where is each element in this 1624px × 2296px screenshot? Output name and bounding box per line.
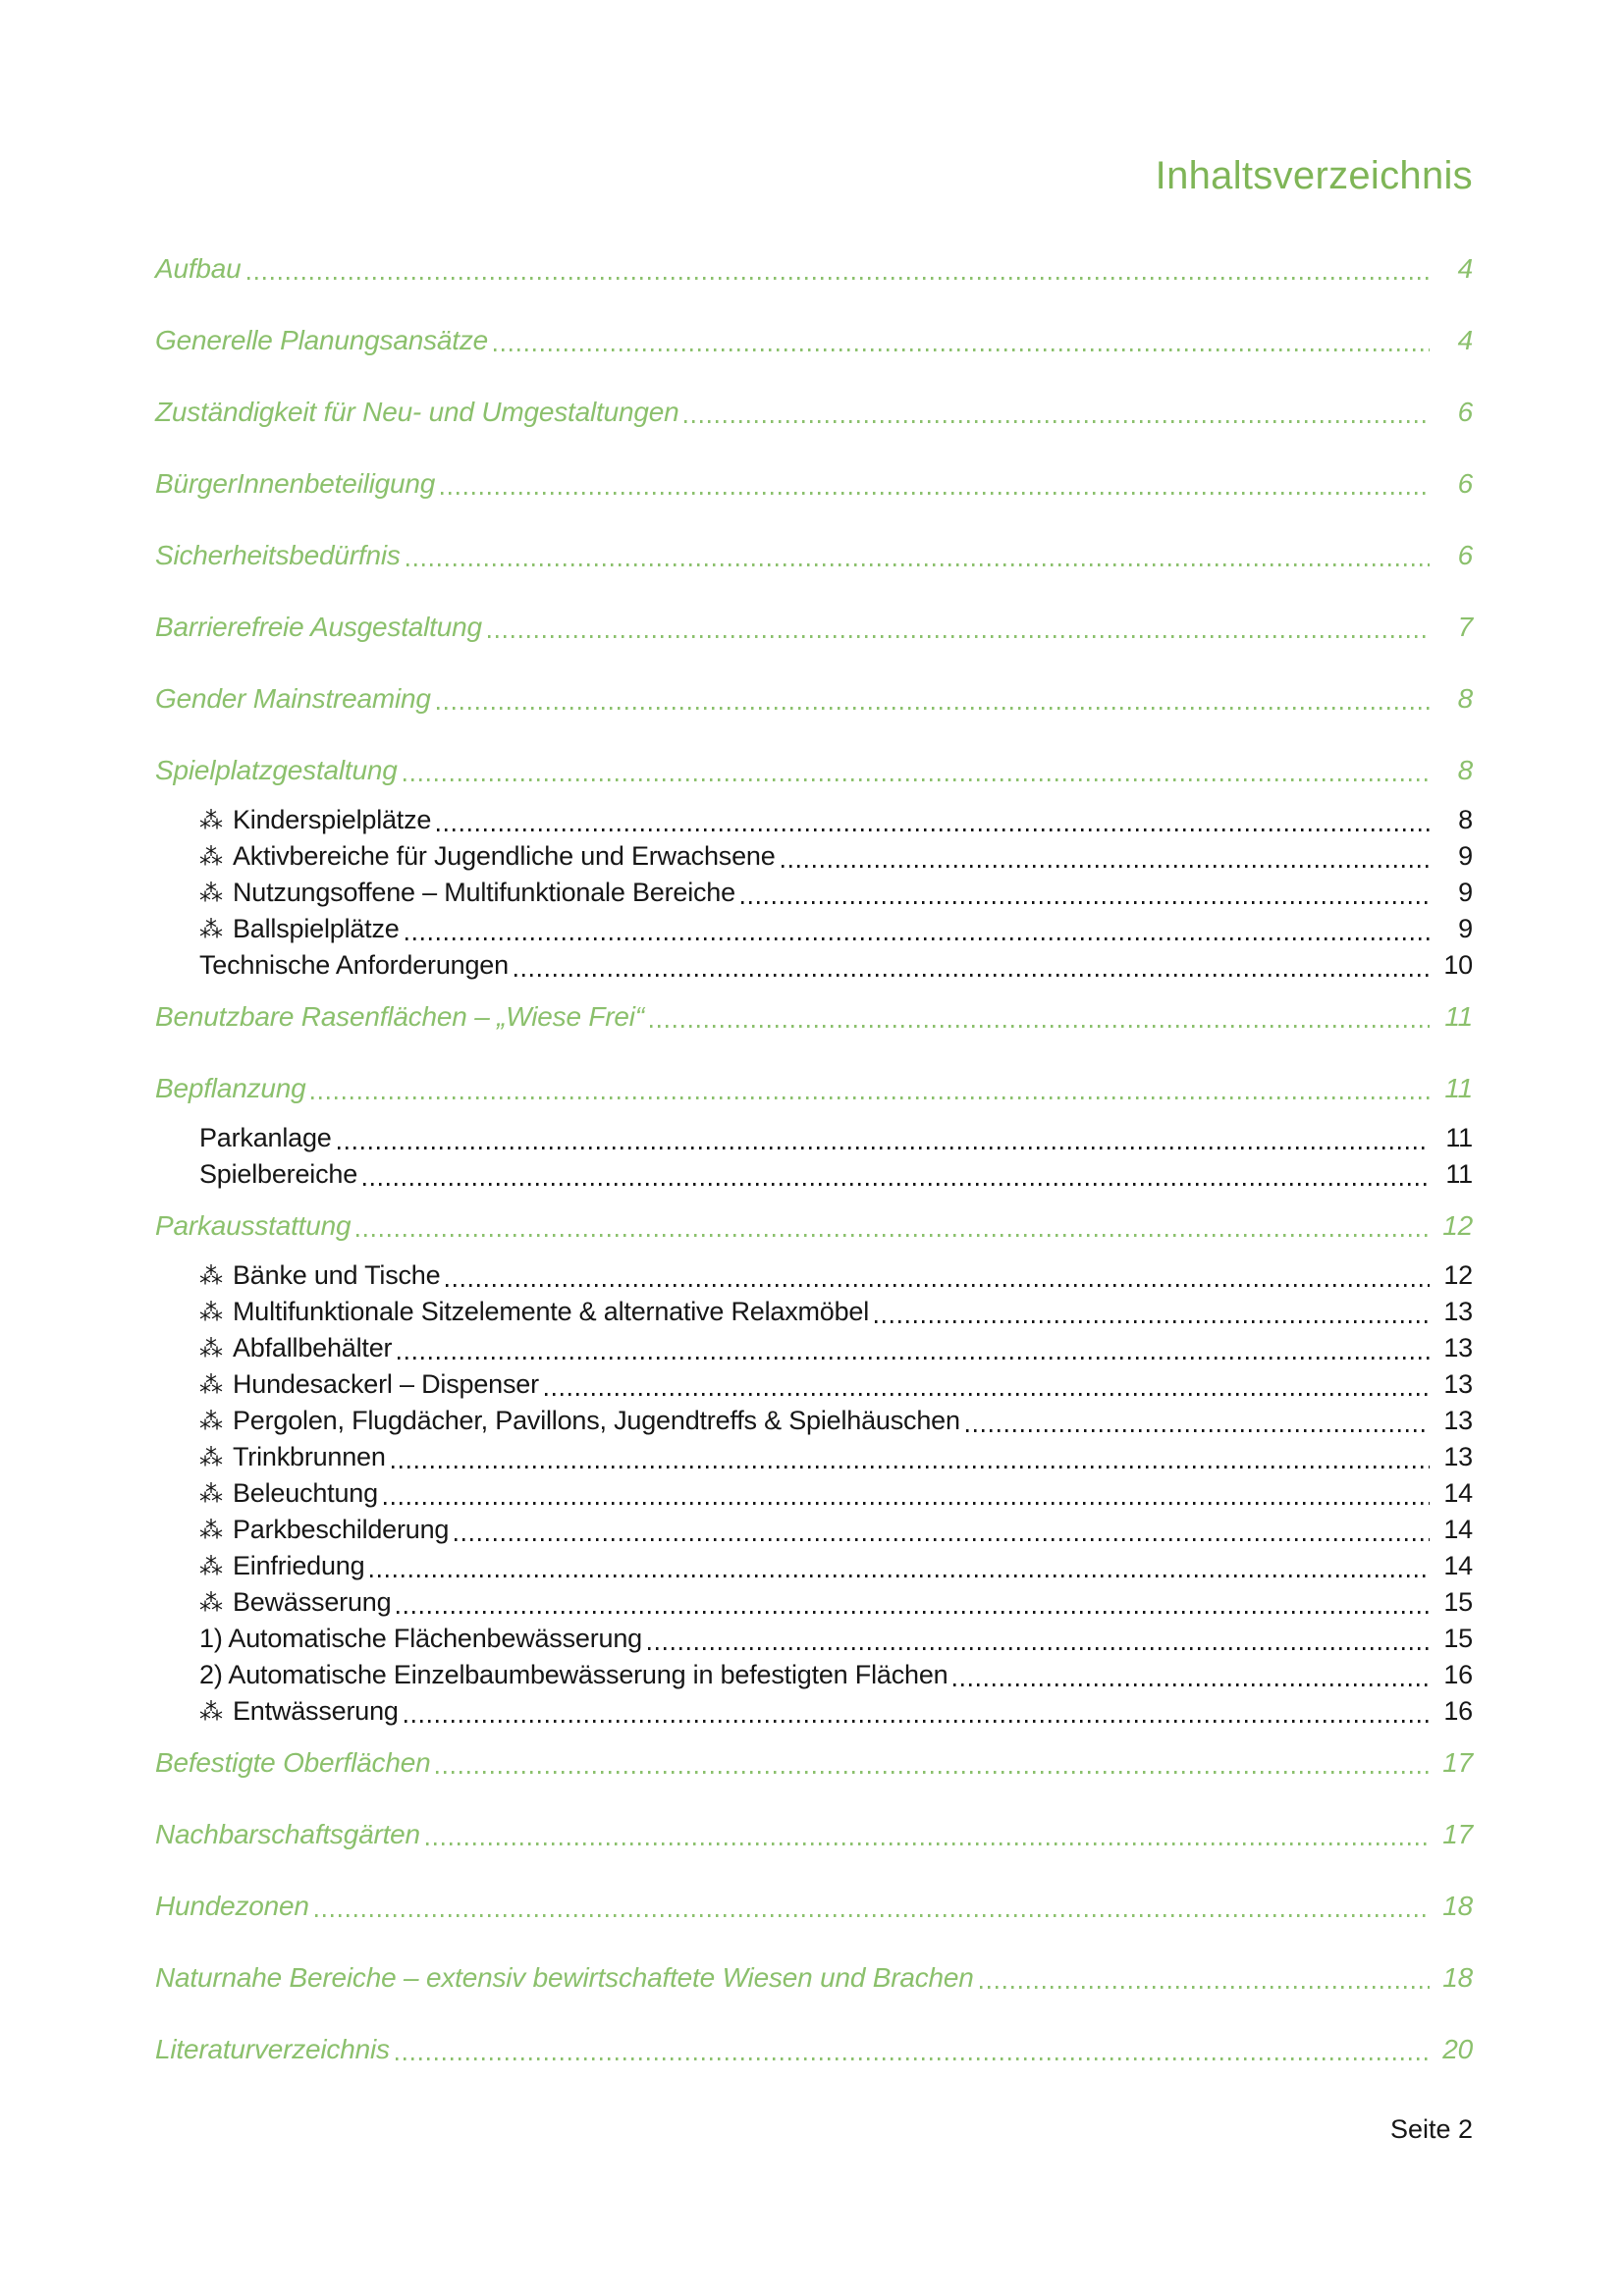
toc-entry[interactable] [155,1403,1473,1439]
toc-entry[interactable] [155,250,1473,287]
toc-entry-label: Naturnahe Bereiche – extensiv bewirtschaftete Wiesen und Brachen [155,1962,974,1993]
asterism-bullet-icon: ⁂ [199,1480,223,1508]
toc-entry-label: Bänke und Tische [233,1260,441,1290]
toc-entry[interactable] [155,1070,1473,1106]
dot-leader [741,901,1430,904]
toc-entry-page-number: 17 [1442,1747,1473,1778]
dot-leader [953,1683,1430,1686]
dot-leader [398,1357,1430,1360]
toc-entry[interactable] [155,1294,1473,1330]
dot-leader [684,420,1430,423]
dot-leader [980,1986,1430,1989]
dot-leader [436,1771,1430,1774]
toc-entry-page-number: 14 [1443,1515,1473,1544]
toc-entry-page-number: 13 [1443,1369,1473,1399]
toc-entry-page-number: 6 [1457,468,1473,499]
toc-entry-label: Beleuchtung [233,1478,378,1508]
dot-leader [437,828,1430,831]
asterism-bullet-icon: ⁂ [199,1299,223,1326]
toc-entry-page-number: 11 [1445,1123,1473,1152]
dot-leader [437,707,1430,710]
toc-entry-page-number: 20 [1442,2034,1473,2064]
dot-leader [356,1234,1430,1237]
toc-entry-page-number: 9 [1458,914,1473,943]
toc-entry-label: Kinderspielplätze [233,805,432,834]
dot-leader [311,1096,1430,1099]
dot-leader [397,1611,1430,1614]
toc-entry[interactable] [155,537,1473,573]
dot-leader [455,1538,1430,1541]
toc-entry-label: 2) Automatische Einzelbaumbewässerung in befestigten Flächen [199,1660,948,1689]
toc-entry-page-number: 13 [1443,1333,1473,1362]
toc-entry[interactable] [155,1744,1473,1781]
toc-entry[interactable] [155,1207,1473,1244]
toc-entry-label: Barrierefreie Ausgestaltung [155,612,482,642]
toc-entry-label: Nutzungsoffene – Multifunktionale Bereiche [233,878,735,907]
toc-entry-label: BürgerInnenbeteiligung [155,468,436,499]
toc-entry-label: Sicherheitsbedürfnis [155,540,401,570]
toc-entry-page-number: 10 [1443,950,1473,980]
dot-leader [406,937,1430,940]
toc-entry[interactable] [155,680,1473,717]
dot-leader [966,1429,1430,1432]
toc-entry-label: Ballspielplätze [233,914,400,943]
toc-entry-label: Befestigte Oberflächen [155,1747,431,1778]
toc-entry-page-number: 15 [1443,1587,1473,1617]
toc-entry-label: Spielbereiche [199,1159,358,1189]
toc-entry[interactable] [155,1439,1473,1475]
toc-entry[interactable] [155,1156,1473,1193]
toc-entry-label: Aufbau [155,253,242,284]
toc-entry-page-number: 14 [1443,1478,1473,1508]
toc-entry[interactable] [155,1548,1473,1584]
toc-entry-label: Entwässerung [233,1696,399,1726]
asterism-bullet-icon: ⁂ [199,916,223,943]
toc-entry[interactable] [155,1475,1473,1512]
dot-leader [392,1466,1430,1468]
toc-entry-label: Aktivbereiche für Jugendliche und Erwachsene [233,841,776,871]
toc-entry-page-number: 12 [1442,1210,1473,1241]
dot-leader [396,2057,1430,2060]
asterism-bullet-icon: ⁂ [199,843,223,871]
toc-entry[interactable] [155,911,1473,947]
toc-entry[interactable] [155,1959,1473,1996]
toc-entry-page-number: 17 [1442,1819,1473,1849]
toc-entry-label: Generelle Planungsansätze [155,325,489,355]
dot-leader [545,1393,1430,1396]
toc-entry[interactable] [155,875,1473,911]
asterism-bullet-icon: ⁂ [199,807,223,834]
toc-entry-label: Abfallbehälter [233,1333,393,1362]
asterism-bullet-icon: ⁂ [199,1408,223,1435]
toc-entry-page-number: 12 [1443,1260,1473,1290]
dot-leader [426,1842,1430,1845]
toc-entry-page-number: 11 [1444,1073,1473,1103]
toc-entry-page-number: 11 [1444,1001,1473,1032]
toc-entry-label: Parkausstattung [155,1210,352,1241]
toc-entry-label: Hundesackerl – Dispenser [233,1369,539,1399]
dot-leader [650,1025,1430,1028]
dot-leader [494,348,1430,351]
asterism-bullet-icon: ⁂ [199,1335,223,1362]
toc-entry[interactable] [155,322,1473,358]
dot-leader [338,1147,1430,1149]
dot-leader [315,1914,1430,1917]
toc-entry-label: Parkanlage [199,1123,332,1152]
toc-entry[interactable] [155,998,1473,1035]
toc-entry-label: Trinkbrunnen [233,1442,386,1471]
dot-leader [875,1320,1430,1323]
dot-leader [247,277,1430,280]
toc-entry-page-number: 8 [1457,755,1473,785]
page-footer: Seite 2 [1389,2114,1473,2144]
toc-entry[interactable] [155,1621,1473,1657]
dot-leader [488,635,1430,638]
toc-entry-page-number: 4 [1457,325,1473,355]
page-title: Inhaltsverzeichnis [1155,154,1473,197]
dot-leader [363,1183,1430,1186]
toc-entry-page-number: 14 [1443,1551,1473,1580]
toc-entry-label: Einfriedung [233,1551,365,1580]
toc-entry[interactable] [155,1512,1473,1548]
dot-leader [406,563,1430,566]
toc-entry[interactable] [155,1657,1473,1693]
toc-entry-page-number: 13 [1443,1297,1473,1326]
toc-entry[interactable] [155,1888,1473,1924]
toc-entry-label: Technische Anforderungen [199,950,509,980]
toc-entry-page-number: 6 [1457,540,1473,570]
asterism-bullet-icon: ⁂ [199,1262,223,1290]
toc-entry-page-number: 18 [1442,1962,1473,1993]
toc-entry-page-number: 6 [1457,397,1473,427]
toc-entry-page-number: 18 [1442,1891,1473,1921]
toc-entry[interactable] [155,1257,1473,1294]
toc-entry-label: Pergolen, Flugdächer, Pavillons, Jugendtreffs & Spielhäuschen [233,1406,960,1435]
dot-leader [405,1720,1430,1723]
toc-entry-label: Bewässerung [233,1587,392,1617]
toc-entry-label: Gender Mainstreaming [155,683,431,714]
toc-entry-page-number: 15 [1443,1624,1473,1653]
dot-leader [648,1647,1430,1650]
dot-leader [782,865,1430,868]
dot-leader [384,1502,1430,1505]
toc-entry-page-number: 7 [1457,612,1473,642]
toc-entry[interactable] [155,1816,1473,1852]
toc-entry-label: Parkbeschilderung [233,1515,450,1544]
toc-entry[interactable] [155,2031,1473,2067]
toc-entry-label: Nachbarschaftsgärten [155,1819,420,1849]
toc-entry[interactable] [155,1693,1473,1730]
toc-entry[interactable] [155,1366,1473,1403]
toc-entry-page-number: 8 [1457,683,1473,714]
toc-entry-page-number: 16 [1443,1660,1473,1689]
toc-entry[interactable] [155,1584,1473,1621]
toc-entry-label: 1) Automatische Flächenbewässerung [199,1624,642,1653]
toc-entry-label: Multifunktionale Sitzelemente & alternative Relaxmöbel [233,1297,870,1326]
dot-leader [370,1575,1430,1577]
asterism-bullet-icon: ⁂ [199,1553,223,1580]
asterism-bullet-icon: ⁂ [199,1444,223,1471]
toc-entry-label: Spielplatzgestaltung [155,755,398,785]
dot-leader [446,1284,1430,1287]
toc-entry-page-number: 13 [1443,1406,1473,1435]
toc-entry-page-number: 4 [1457,253,1473,284]
toc-entry-label: Bepflanzung [155,1073,306,1103]
toc-entry[interactable] [155,838,1473,875]
asterism-bullet-icon: ⁂ [199,1371,223,1399]
dot-leader [404,778,1430,781]
toc-entry[interactable] [155,1120,1473,1156]
toc-entry-label: Literaturverzeichnis [155,2034,390,2064]
toc-entry-label: Hundezonen [155,1891,309,1921]
toc-list [155,250,1473,2067]
asterism-bullet-icon: ⁂ [199,1589,223,1617]
asterism-bullet-icon: ⁂ [199,880,223,907]
toc-entry-label: Benutzbare Rasenflächen – „Wiese Frei“ [155,1001,644,1032]
toc-entry-page-number: 8 [1458,805,1473,834]
toc-entry[interactable] [155,465,1473,502]
toc-entry-page-number: 9 [1458,841,1473,871]
asterism-bullet-icon: ⁂ [199,1698,223,1726]
toc-entry[interactable] [155,609,1473,645]
toc-entry-label: Zuständigkeit für Neu- und Umgestaltungen [155,397,679,427]
toc-entry-page-number: 11 [1445,1159,1473,1189]
toc-entry[interactable] [155,802,1473,838]
toc-entry-page-number: 9 [1458,878,1473,907]
toc-entry-page-number: 16 [1443,1696,1473,1726]
toc-entry-page-number: 13 [1443,1442,1473,1471]
dot-leader [441,492,1430,495]
toc-entry[interactable] [155,752,1473,788]
asterism-bullet-icon: ⁂ [199,1517,223,1544]
dot-leader [514,974,1430,977]
toc-entry[interactable] [155,394,1473,430]
toc-entry[interactable] [155,947,1473,984]
toc-entry[interactable] [155,1330,1473,1366]
